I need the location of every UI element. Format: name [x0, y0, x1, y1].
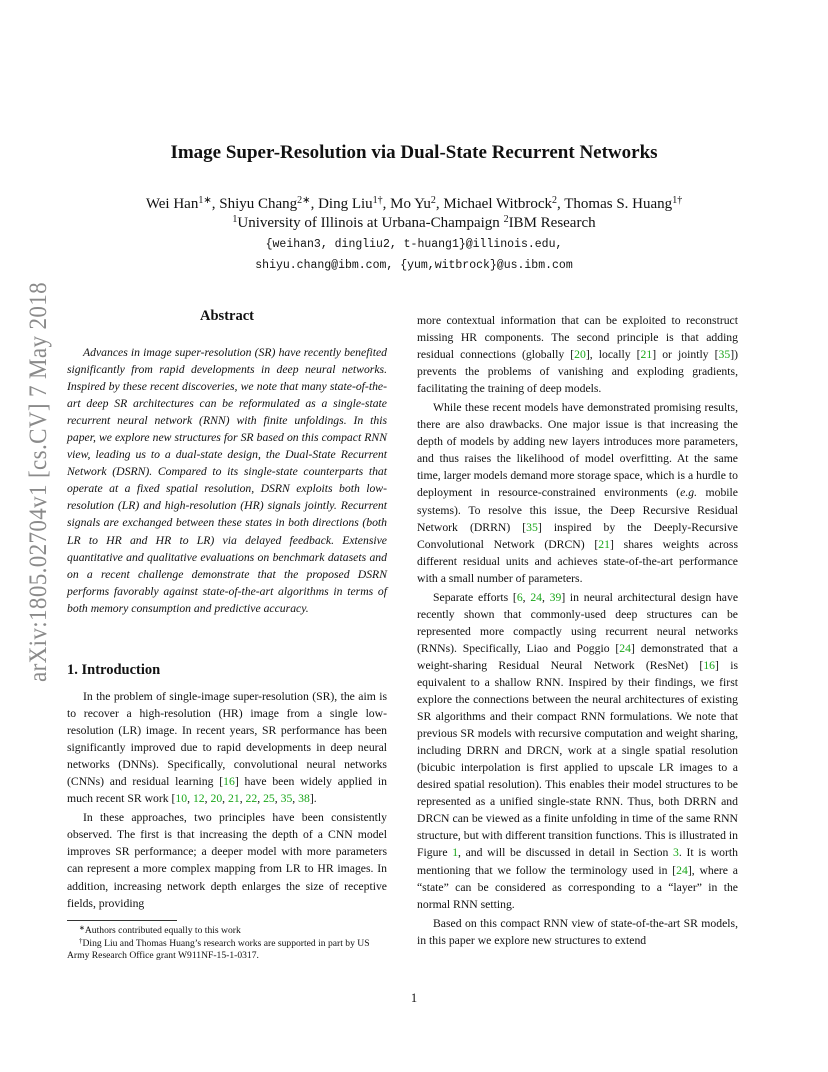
citation-link[interactable]: 39: [549, 590, 562, 604]
citation-link[interactable]: 35: [280, 792, 293, 806]
section-heading-introduction: 1. Introduction: [67, 662, 161, 678]
affiliation-name: IBM Research: [508, 215, 596, 231]
arxiv-identifier: arXiv:1805.02704v1 [cs.CV] 7 May 2018: [25, 282, 52, 682]
author-name: Wei Han: [145, 196, 199, 212]
footnote-mark: †: [79, 936, 83, 945]
paragraph: While these recent models have demonstrated promising results, there are also drawbacks. One major issue is that increasing the depth of models by adding new layers introduces more parameters, and thus raises the likelihood of model overfitting. At the same time, larger models demand more storage space, which is a hurdle to deployment in resource-constrained environments (e.g. mobile systems). To resolve this issue, the Deep Recursive Residual Network (DRRN) [35] inspired by the Deeply-Recursive Convolutional Network (DRCN) [21] shares weights across different residual units and achieves state-of-the-art performance with a small number of parameters.: [417, 401, 738, 585]
affiliation-name: University of Illinois at Urbana-Champaign: [237, 215, 504, 231]
author-mark: 2: [430, 195, 436, 206]
paragraph: In the problem of single-image super-resolution (SR), the aim is to recover a high-resolution (HR) image from a single low-resolution (LR) image. In recent years, SR performance has been significantly improved due to rapid developments in deep neural networks (DNNs). Specifically, convolutional neural networks (CNNs) and residual learning [16] have been widely applied in much recent SR work [10, 12, 20, 21, 22, 25, 35, 38].: [67, 690, 387, 806]
arxiv-stamp: [16, 282, 56, 682]
author-list: Wei Han$^{1∗}$, Shiyu Chang$^{2∗}$, Ding Liu$^{1\dagger}$, Mo Yu$^2$, Michael Witbrock$^2$, Thomas S. Huang$^{1\dagger}$: [145, 195, 683, 212]
author-mark: 1†: [372, 195, 383, 206]
citation-link[interactable]: 21: [640, 348, 653, 362]
author-name: Michael Witbrock: [443, 196, 553, 212]
author-mark: 2: [552, 195, 558, 206]
affiliations: [80, 214, 748, 233]
affiliation-mark: 1: [232, 214, 238, 225]
citation-link[interactable]: 38: [298, 792, 310, 806]
introduction-body: [67, 688, 387, 912]
citation-link[interactable]: 3: [673, 846, 679, 860]
footnote: [67, 938, 387, 963]
affiliation-mark: 2: [503, 214, 509, 225]
author-mark: 2∗: [297, 195, 311, 206]
citation-link[interactable]: 22: [245, 792, 258, 806]
author-name: Ding Liu: [318, 196, 373, 212]
author-mark: 1∗: [198, 195, 212, 206]
author-name: Thomas S. Huang: [564, 196, 673, 212]
footnote-mark: ∗: [79, 924, 85, 932]
citation-link[interactable]: 21: [598, 537, 610, 551]
footnote-text: Ding Liu and Thomas Huang’s research works are supported in part by US Army Research Office grant W911NF-15-1-0317.: [67, 937, 370, 961]
page-number: 1: [410, 991, 418, 1005]
citation-link[interactable]: 24: [619, 641, 631, 655]
citation-link[interactable]: 6: [516, 590, 523, 604]
abstract-text: Advances in image super-resolution (SR) have recently benefited significantly from rapid developments in deep neural networks. Inspired by these recent discoveries, we note that many state-of-the-art deep SR architectures can be reformulated as a single-state recurrent neural network (RNN) with finite unfoldings. In this paper, we explore new structures for SR based on this compact RNN view, leading us to a dual-state design, the Dual-State Recurrent Network (DSRN). Compared to its single-state counterparts that operate at a fixed spatial resolution, DSRN exploits both low-resolution (LR) and high-resolution (HR) signals jointly. Recurrent signals are exchanged between these states in both directions (both LR to HR and HR to LR) via delayed feedback. Extensive quantitative and qualitative evaluations on benchmark datasets and on a recent challenge demonstrate that the proposed DSRN performs favorably against state-of-the-art algorithms in terms of both memory consumption and predictive accuracy.: [67, 346, 387, 615]
citation-link[interactable]: 24: [676, 863, 688, 877]
footnote-text: Authors contributed equally to this work: [84, 925, 241, 936]
footnote-rule: [67, 920, 177, 921]
paragraph: more contextual information that can be exploited to reconstruct missing HR components. The second principle is that adding residual connections (globally [20], locally [21] or jointly [35]) prevents the problems of vanishing and exploding gradients, facilitating the training of deep models.: [417, 314, 738, 396]
citation-link[interactable]: 35: [526, 520, 538, 534]
footnote: [67, 925, 387, 938]
email-line-1: {weihan3, dingliu2, t-huang1}@illinois.edu,: [265, 238, 563, 251]
citation-link[interactable]: 12: [192, 792, 205, 806]
right-column-body: [417, 312, 738, 949]
citation-link[interactable]: 21: [228, 792, 240, 806]
citation-link[interactable]: 1: [452, 846, 459, 860]
citation-link[interactable]: 20: [210, 792, 223, 806]
abstract-heading: Abstract: [200, 308, 254, 324]
italic-text: e.g.: [680, 486, 698, 500]
paragraph: Based on this compact RNN view of state-of-the-art SR models, in this paper we explore new structures to extend: [417, 916, 738, 947]
author-name: Shiyu Chang: [219, 196, 298, 212]
citation-link[interactable]: 20: [574, 348, 586, 362]
citation-link[interactable]: 16: [223, 775, 235, 789]
footnotes: [67, 925, 387, 963]
citation-link[interactable]: 24: [530, 590, 542, 604]
email-line-2: shiyu.chang@ibm.com, {yum,witbrock}@us.ibm.com: [255, 259, 573, 272]
paragraph: In these approaches, two principles have been consistently observed. The first is that increasing the depth of a CNN model improves SR performance; a deeper model with more parameters can represent a more complex mapping from LR to HR images. In addition, increasing network depth enlarges the size of receptive fields, providing: [67, 811, 387, 910]
paper-title: Image Super-Resolution via Dual-State Recurrent Networks: [170, 142, 658, 163]
author-mark: 1†: [672, 195, 683, 206]
citation-link[interactable]: 25: [263, 792, 275, 806]
citation-link[interactable]: 16: [703, 658, 715, 672]
citation-link[interactable]: 10: [175, 792, 188, 806]
citation-link[interactable]: 35: [718, 348, 731, 362]
paragraph: Separate efforts [6, 24, 39] in neural architectural design have recently shown that commonly-used deep structures can be represented more compactly using recurrent neural networks (RNNs). Specifically, Liao and Poggio [24] demonstrated that a weight-sharing Residual Neural Network (ResNet) [16] is equivalent to a shallow RNN. Inspired by their findings, we first explore the connections between the neural architectures of existing SR algorithms and their compact RNN formulations. We note that previous SR models with recursive computation and weight sharing, including DRRN and DRCN, work at a single spatial resolution (bicubic interpolation is first applied to upscale LR images to a desired spatial resolution). This enables their model structures to be represented as a unified single-state RNN. Thus, both DRRN and DRCN can be viewed as a finite unfolding in time of the same RNN structure, but with different transition functions. This is illustrated in Figure 1, and will be discussed in detail in Section 3. It is worth mentioning that we follow the terminology used in [24], where a “state” can be considered as corresponding to a “layer” in the normal RNN setting.: [417, 590, 739, 911]
author-name: Mo Yu: [390, 196, 431, 212]
